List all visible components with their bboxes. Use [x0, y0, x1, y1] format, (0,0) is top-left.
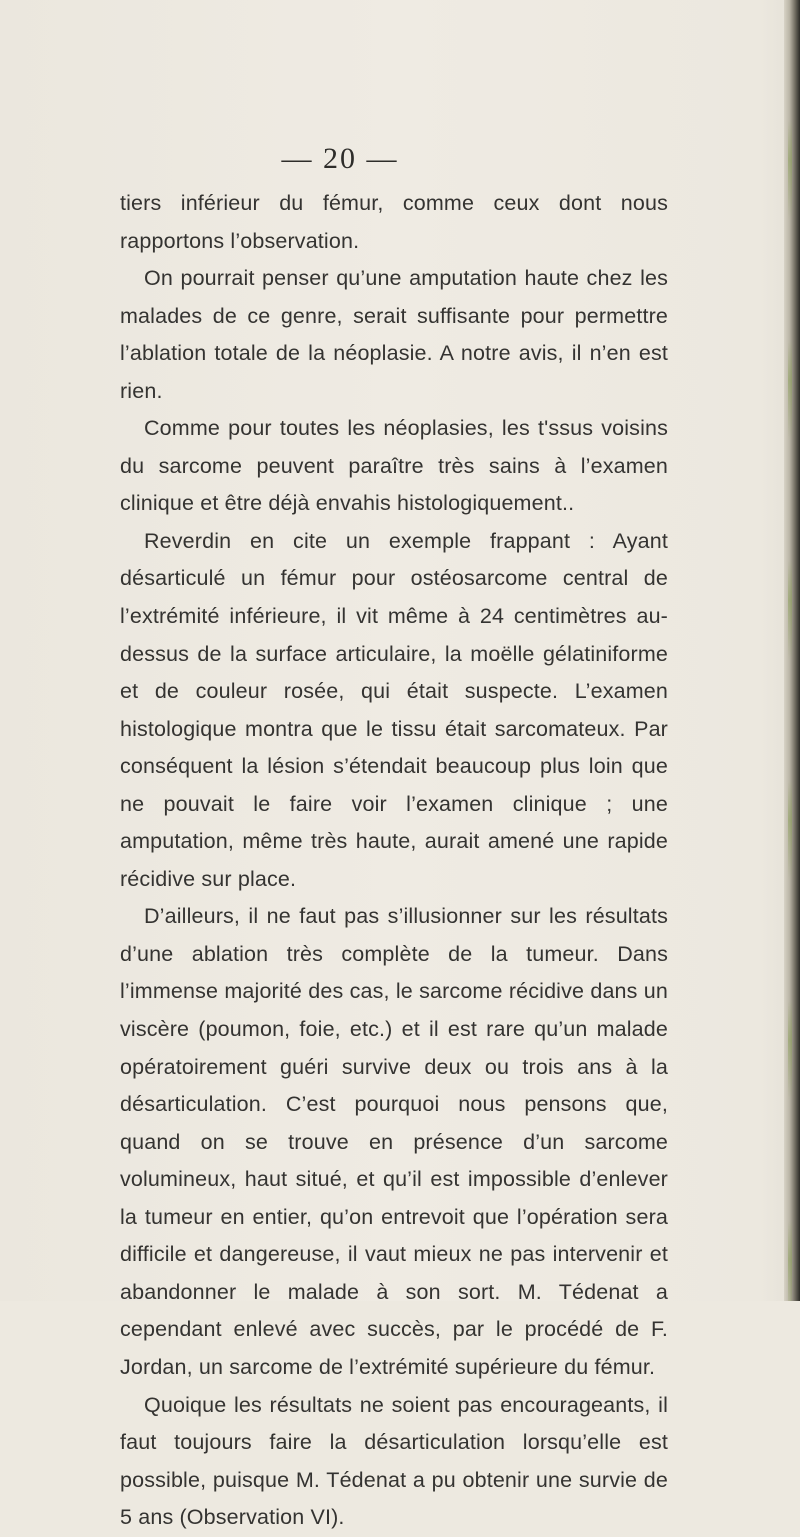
paragraph-conclusion: Quoique les résultats ne soient pas encourageants, il faut toujours faire la désarticulation lorsqu’elle est possible, puisque M. Tédenat a pu obtenir une survie de 5 ans (Observation VI). — [120, 1392, 668, 1530]
paragraph-continuation: tiers inférieur du fémur, comme ceux dont nous rapportons l’observation. — [120, 191, 668, 253]
paragraph-reverdin: Reverdin en cite un exemple frappant : Ayant désarticulé un fémur pour ostéosarcome central de l’extrémité inférieure, il vit même à 24 centimètres au-dessus de la surface articulaire, la moëlle gélatiniforme et de couleur rosée, qui était suspecte. L’examen histologique montra que le tissu était sarcomateux. Par conséquent la lésion s’étendait beaucoup plus loin que ne pouvait le faire voir l’examen clinique ; une amputation, même très haute, aurait amené une rapide récidive sur place. — [120, 528, 668, 891]
paragraph-illusion: D’ailleurs, il ne faut pas s’illusionner sur les résultats d’une ablation très complète de la tumeur. Dans l’immense majorité des cas, le sarcome récidive dans un viscère (poumon, foie, etc.) et il est rare qu’un malade opératoirement guéri survive deux ou trois ans à la désarticulation. C’est pourquoi nous pensons que, quand on se trouve en présence d’un sarcome volumineux, haut situé, et qu’il est impossible d’enlever la tumeur en entier, qu’on entrevoit que l’opération sera difficile et dangereuse, il vaut mieux ne pas intervenir et abandonner le malade à son sort. M. Tédenat a cependant enlevé avec succès, par le procédé de F. Jordan, un sarcome de l’extrémité supérieure du fémur. — [120, 904, 668, 1379]
body-text — [120, 185, 668, 1537]
paragraph-neoplasies: Comme pour toutes les néoplasies, les t'ssus voisins du sarcome peuvent paraître très sains à l’examen clinique et être déjà envahis histologiquement.. — [120, 416, 668, 516]
page-edge-shadow — [784, 0, 800, 1301]
page-number: — 20 — — [281, 142, 399, 175]
paragraph-amputation: On pourrait penser qu’une amputation haute chez les malades de ce genre, serait suffisante pour permettre l’ablation totale de la néoplasie. A notre avis, il n’en est rien. — [120, 266, 668, 403]
